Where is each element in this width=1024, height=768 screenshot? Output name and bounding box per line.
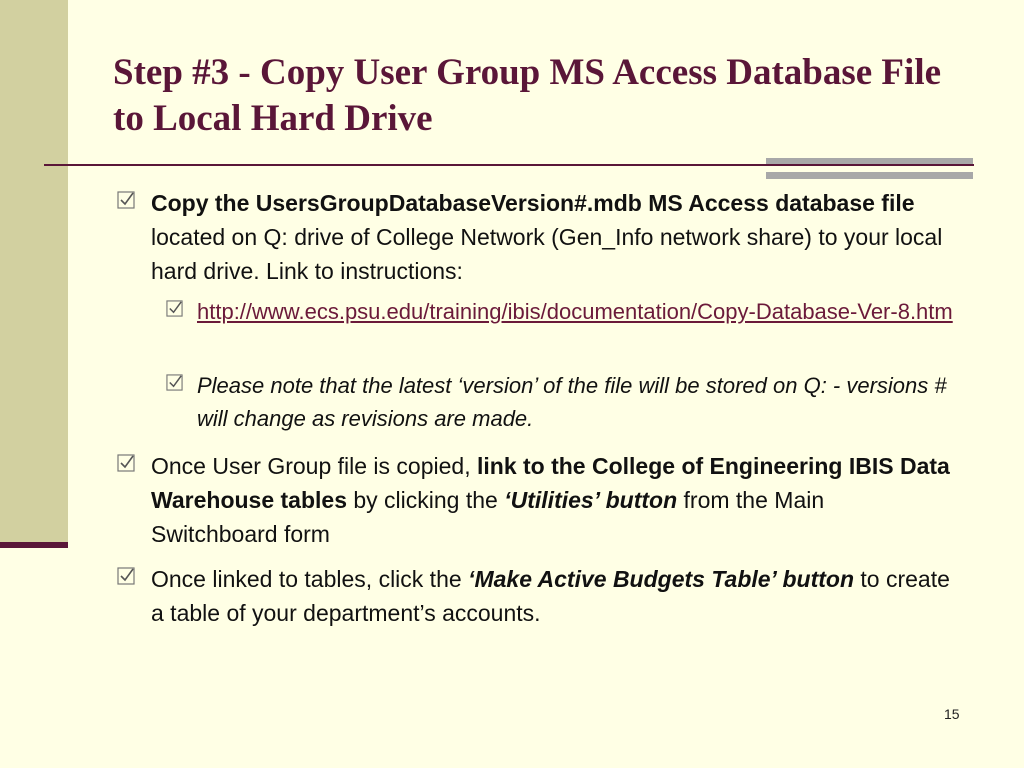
bullet-text: Once linked to tables, click the [151,566,469,592]
version-note-text: Please note that the latest ‘version’ of the file will be stored on Q: - versions # will change as revisions are made. [197,373,947,431]
left-band-accent [0,542,68,548]
slide-title: Step #3 - Copy User Group MS Access Database File to Local Hard Drive [113,52,942,139]
checkbox-check-icon [117,191,135,209]
bullet-link-tables [117,449,957,551]
budgets-button-reference: ‘Make Active Budgets Table’ button [468,566,854,592]
subbullet-instructions-link [166,295,966,328]
left-decorative-band [0,0,68,548]
checkbox-check-icon [117,567,135,585]
bullet-bold-text: Copy the UsersGroupDatabaseVersion#.mdb MS Access database file [151,190,915,216]
checkbox-check-icon [166,374,183,391]
bullet-text: located on Q: drive of College Network (Gen_Info network share) to your local hard drive. Link to instructions: [151,224,943,284]
bullet-bold-text: link to the College of Engineering IBIS Data Warehouse tables [151,453,950,513]
title-rule-accent-top [766,158,973,164]
bullet-make-budgets-table [117,562,957,630]
bullet-copy-database [117,186,957,288]
subbullet-version-note [166,369,966,435]
instructions-link[interactable]: http://www.ecs.psu.edu/training/ibis/documentation/Copy-Database-Ver-8.htm [197,299,953,324]
page-number: 15 [944,706,960,722]
checkbox-check-icon [166,300,183,317]
utilities-button-reference: ‘Utilities’ button [504,487,678,513]
bullet-text: Once User Group file is copied, [151,453,477,479]
bullet-text: by clicking the [346,487,505,513]
bullet-text: from the Main Switchboard form [151,487,825,547]
title-rule-accent-bottom [766,172,973,179]
title-underline [44,164,974,166]
bullet-text: to create a table of your department’s accounts. [151,566,950,626]
checkbox-check-icon [117,454,135,472]
